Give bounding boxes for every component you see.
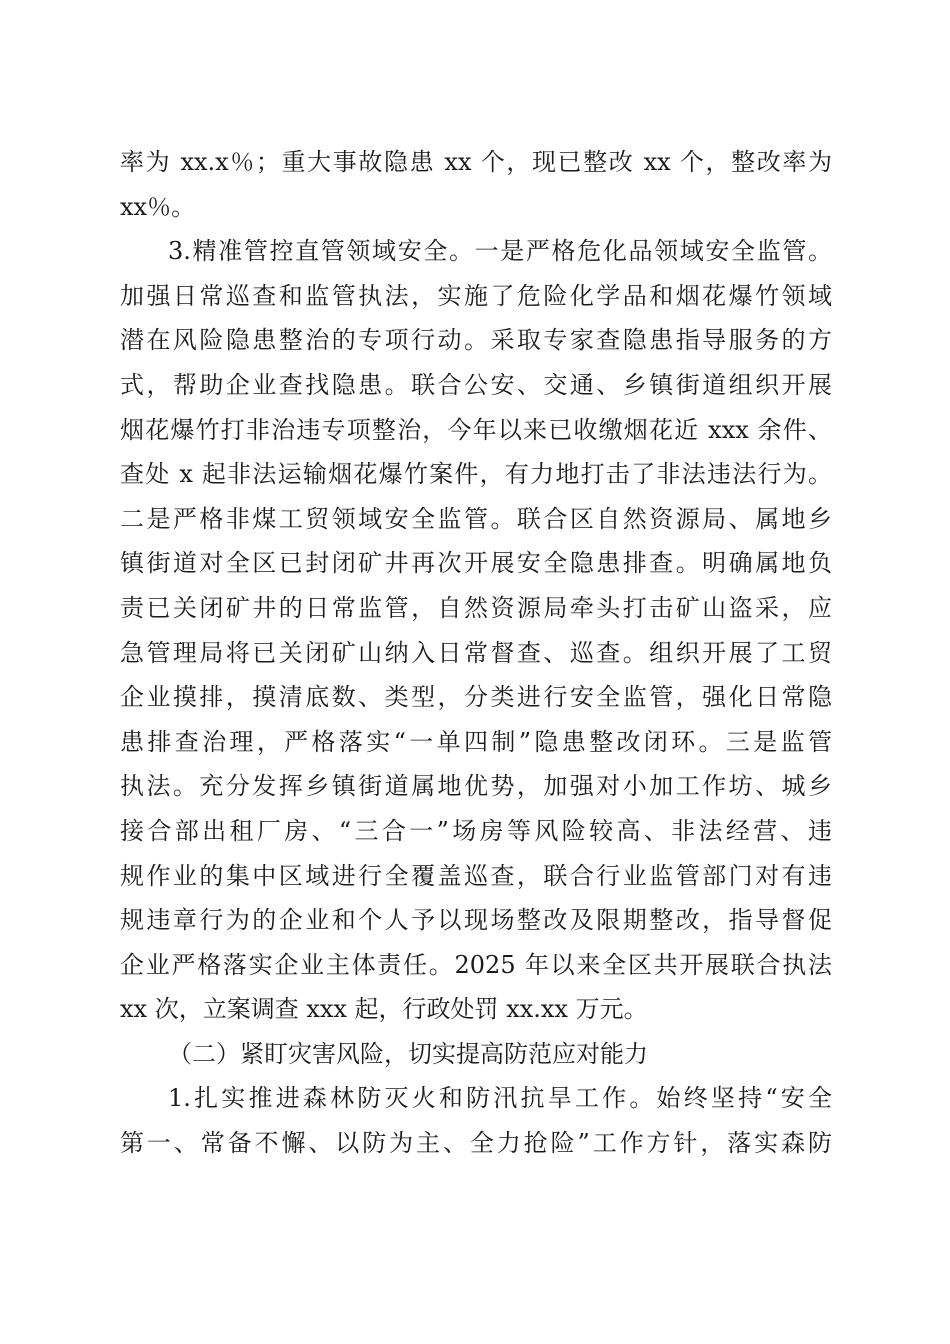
text-line: 潜在风险隐患整治的专项行动。采取专家查隐患指导服务的方 bbox=[120, 326, 832, 355]
text-line: 率为 xx.x％；重大事故隐患 xx 个，现已整改 xx 个，整改率为 bbox=[120, 148, 832, 176]
text-line: 企业摸排，摸清底数、类型，分类进行安全监管，强化日常隐 bbox=[120, 683, 832, 712]
section-heading: （二）紧盯灾害风险，切实提高防范应对能力 bbox=[168, 1039, 648, 1068]
text-line: 查处 x 起非法运输烟花爆竹案件，有力地打击了非法违法行为。 bbox=[120, 460, 832, 489]
text-line: 责已关闭矿井的日常监管，自然资源局牵头打击矿山盗采，应 bbox=[120, 593, 832, 622]
text-line: 急管理局将已关闭矿山纳入日常督查、巡查。组织开展了工贸 bbox=[120, 638, 832, 667]
text-line: 第一、常备不懈、以防为主、全力抢险”工作方针，落实森防 bbox=[120, 1129, 832, 1158]
text-line: 烟花爆竹打非治违专项整治，今年以来已收缴烟花近 xxx 余件、 bbox=[120, 415, 832, 444]
text-line: 企业严格落实企业主体责任。2025 年以来全区共开展联合执法 bbox=[120, 950, 832, 979]
text-line: 规违章行为的企业和个人予以现场整改及限期整改，指导督促 bbox=[120, 906, 832, 935]
text-line: 规作业的集中区域进行全覆盖巡查，联合行业监管部门对有违 bbox=[120, 861, 832, 890]
text-line: xx 次，立案调查 xxx 起，行政处罚 xx.xx 万元。 bbox=[120, 995, 648, 1024]
text-line: 镇街道对全区已封闭矿井再次开展安全隐患排查。明确属地负 bbox=[120, 549, 832, 578]
text-line: 加强日常巡查和监管执法，实施了危险化学品和烟花爆竹领域 bbox=[120, 281, 832, 310]
text-line: 1.扎实推进森林防灭火和防汛抗旱工作。始终坚持“安全 bbox=[168, 1084, 832, 1113]
text-line: 接合部出租厂房、“三合一”场房等风险较高、非法经营、违 bbox=[120, 816, 832, 845]
text-line: xx％。 bbox=[120, 192, 196, 221]
text-line: 3.精准管控直管领域安全。一是严格危化品领域安全监管。 bbox=[168, 237, 832, 266]
text-line: 二是严格非煤工贸领域安全监管。联合区自然资源局、属地乡 bbox=[120, 504, 832, 533]
document-body bbox=[120, 140, 832, 1166]
text-line: 患排查治理，严格落实“一单四制”隐患整改闭环。三是监管 bbox=[120, 727, 832, 756]
text-line: 执法。充分发挥乡镇街道属地优势，加强对小加工作坊、城乡 bbox=[120, 772, 832, 801]
text-line: 式，帮助企业查找隐患。联合公安、交通、乡镇街道组织开展 bbox=[120, 370, 832, 399]
